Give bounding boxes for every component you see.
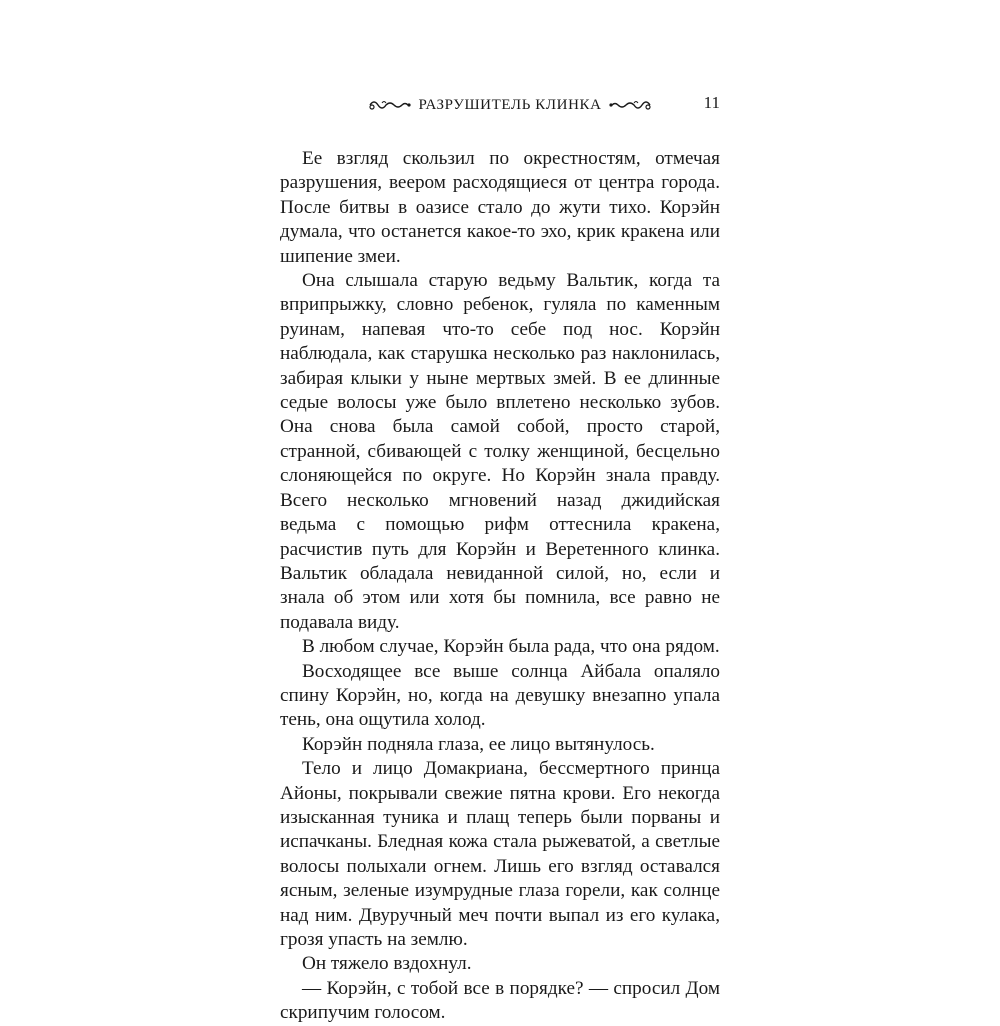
paragraph: Восходящее все выше солнца Айбала опаляло спину Корэйн, но, когда на девушку внезапно упала тень, она ощутила холод.: [280, 660, 720, 731]
body-text: [280, 147, 720, 1026]
page-number: 11: [703, 93, 720, 112]
paragraph: Ее взгляд скользил по окрестностям, отмечая разрушения, веером расходящиеся от центра города. После битвы в оазисе стало до жути тихо. Корэйн думала, что останется какое-то эхо, крик кракена или шипение змеи.: [280, 148, 720, 267]
scroll-flourish-icon: [368, 98, 412, 112]
paragraph: В любом случае, Корэйн была рада, что она рядом.: [302, 636, 720, 658]
paragraph: Она слышала старую ведьму Вальтик, когда та вприпрыжку, словно ребенок, гуляла по каменным руинам, напевая что-то себе под нос. Корэйн наблюдала, как старушка несколько раз наклонилась, забирая клыки у ныне мертвых змей. В ее длинные седые волосы уже было вплетено несколько зубов. Она снова была самой собой, просто старой, странной, сбивающей с толку женщиной, бесцельно слоняющейся по округе. Но Корэйн знала правду. Всего несколько мгновений назад джидийская ведьма с помощью рифм оттеснила кракена, расчистив путь для Корэйн и Веретенного клинка. Вальтик обладала невиданной силой, но, если и знала об этом или хотя бы помнила, все равно не подавала виду.: [280, 270, 720, 633]
paragraph: Тело и лицо Домакриана, бессмертного принца Айоны, покрывали свежие пятна крови. Его некогда изысканная туника и плащ теперь были порваны и испачканы. Бледная кожа стала рыжеватой, а светлые волосы полыхали огнем. Лишь его взгляд оставался ясным, зеленые изумрудные глаза горели, как солнце над ним. Двуручный меч почти выпал из его кулака, грозя упасть на землю.: [280, 758, 720, 950]
paragraph: Корэйн подняла глаза, ее лицо вытянулось.: [302, 733, 655, 755]
running-head: [370, 90, 650, 120]
scroll-flourish-icon: [608, 98, 652, 112]
paragraph: Он тяжело вздохнул.: [302, 953, 472, 975]
paragraph: — Корэйн, с тобой все в порядке? — спросил Дом скрипучим голосом.: [280, 977, 720, 1024]
running-title: РАЗРУШИТЕЛЬ КЛИНКА: [418, 96, 602, 113]
page-header: [280, 90, 720, 120]
